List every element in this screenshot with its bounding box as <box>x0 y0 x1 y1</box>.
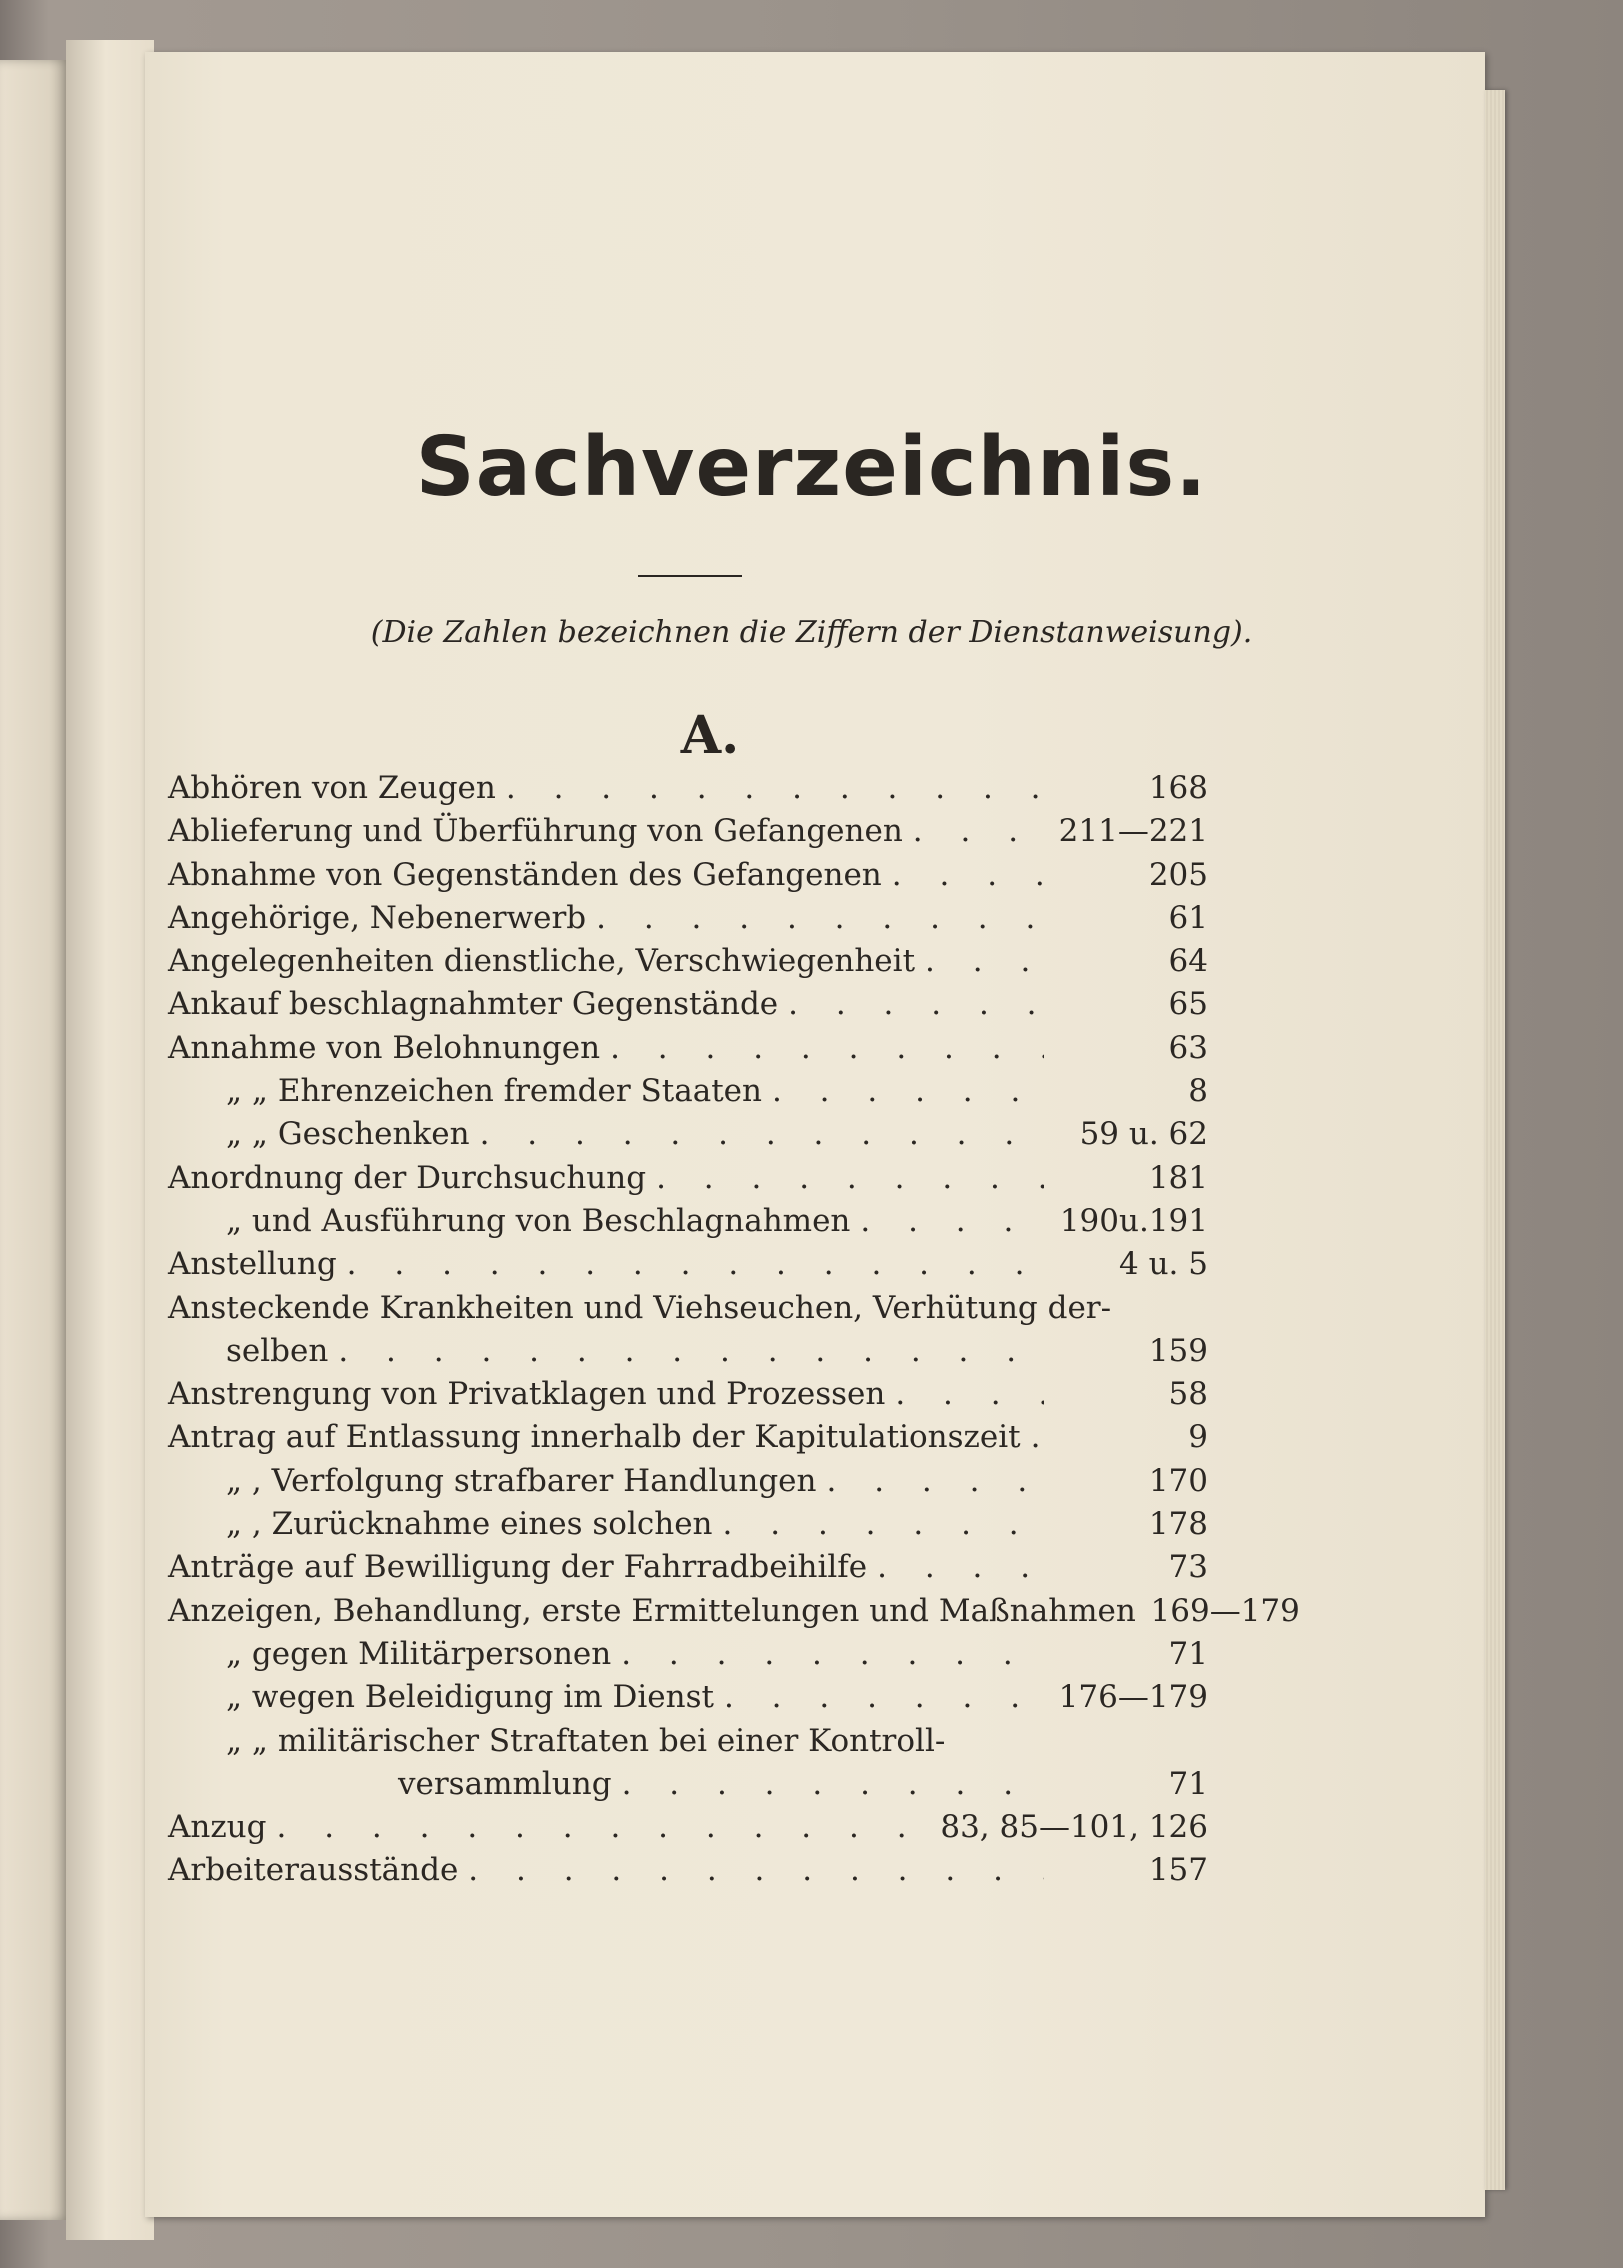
index-entry <box>168 943 1208 986</box>
entry-term: Abnahme von Gegenständen des Gefangenen <box>168 856 882 893</box>
entry-number: 64 <box>1168 943 1208 980</box>
entry-number: 83, 85—101, 126 <box>940 1809 1208 1846</box>
entry-number: 8 <box>1188 1073 1208 1110</box>
entry-term: Abhören von Zeugen <box>168 770 496 806</box>
entry-term: „ , Verfolgung strafbarer Handlungen <box>226 1462 817 1499</box>
entry-term: „ wegen Beleidigung im Dienst <box>226 1679 714 1716</box>
entry-term: Anstrengung von Privatklagen und Prozessen <box>168 1376 886 1413</box>
entry-term: „ gegen Militärpersonen <box>226 1635 612 1672</box>
page-title: Sachverzeichnis. <box>415 420 1208 515</box>
entry-number: 178 <box>1148 1506 1208 1543</box>
entry-number: 181 <box>1148 1159 1208 1196</box>
section-letter: A. <box>680 705 740 766</box>
entry-term: „ „ militärischer Straftaten bei einer Kontroll- <box>226 1722 946 1759</box>
index-entry <box>168 1506 1208 1549</box>
entry-number: 205 <box>1148 856 1208 893</box>
entry-number: 58 <box>1168 1376 1208 1413</box>
page-subtitle: (Die Zahlen bezeichnen die Ziffern der Dienstanweisung). <box>370 615 1253 650</box>
entry-term: selben <box>226 1332 329 1369</box>
entry-number: 61 <box>1168 899 1208 936</box>
previous-page-edge <box>0 60 70 2220</box>
entry-term: Ablieferung und Überführung von Gefangenen <box>168 813 903 850</box>
entry-number: 71 <box>1168 1765 1208 1802</box>
index-entry <box>168 770 1208 813</box>
index-entry <box>168 1723 1208 1766</box>
index-entry <box>168 1679 1208 1722</box>
index-entry <box>168 1376 1208 1419</box>
entry-term: „ , Zurücknahme eines solchen <box>226 1506 713 1543</box>
entry-term: Anstellung <box>168 1246 337 1283</box>
entry-number: 176—179 <box>1058 1679 1208 1716</box>
index-entry <box>168 1246 1208 1289</box>
index-entry <box>168 1463 1208 1506</box>
entry-term: „ „ Geschenken <box>226 1116 470 1153</box>
index-entry <box>168 900 1208 943</box>
entry-term: „ „ Ehrenzeichen fremder Staaten <box>226 1073 762 1110</box>
entry-term: Anträge auf Bewilligung der Fahrradbeihilfe <box>168 1549 868 1586</box>
entry-term: Arbeiterausstände <box>168 1852 459 1889</box>
index-entry <box>168 986 1208 1029</box>
index-entry <box>168 1549 1208 1592</box>
entry-number: 170 <box>1148 1462 1208 1499</box>
entry-number: 73 <box>1168 1549 1208 1586</box>
index-entry <box>168 1592 1300 1636</box>
entry-number: 168 <box>1148 770 1208 806</box>
index-entry <box>168 857 1208 900</box>
page-stack-edge <box>1485 90 1505 2190</box>
entry-number: 169—179 <box>1150 1592 1300 1629</box>
entry-number: 65 <box>1168 986 1208 1023</box>
index-entry <box>168 1419 1208 1462</box>
book-gutter <box>66 40 154 2240</box>
index-entries <box>168 770 1300 1896</box>
entry-term: Angehörige, Nebenerwerb <box>168 899 587 936</box>
entry-term: Annahme von Belohnungen <box>168 1029 601 1066</box>
entry-term: Ankauf beschlagnahmter Gegenstände <box>168 986 779 1023</box>
index-entry <box>168 1116 1208 1159</box>
index-entry <box>168 1636 1208 1679</box>
entry-number: 159 <box>1148 1332 1208 1369</box>
index-entry <box>168 1333 1208 1376</box>
entry-term: Anordnung der Durchsuchung <box>168 1159 647 1196</box>
entry-number: 63 <box>1168 1029 1208 1066</box>
entry-number: 71 <box>1168 1635 1208 1672</box>
entry-number: 157 <box>1148 1852 1208 1889</box>
entry-term: Ansteckende Krankheiten und Viehseuchen, Verhütung der- <box>168 1289 1112 1326</box>
entry-number: 59 u. 62 <box>1079 1116 1208 1153</box>
index-entry <box>168 1852 1208 1895</box>
entry-number: 190u.191 <box>1059 1202 1208 1239</box>
entry-term: versammlung <box>398 1765 612 1802</box>
entry-term: Anzeigen, Behandlung, erste Ermittelungen und Maßnahmen <box>168 1592 1136 1629</box>
index-entry <box>168 1809 1208 1852</box>
index-entry <box>168 1290 1208 1333</box>
title-rule <box>638 575 742 577</box>
index-entry <box>168 1030 1208 1073</box>
index-entry <box>168 1766 1208 1809</box>
entry-term: „ und Ausführung von Beschlagnahmen <box>226 1202 851 1239</box>
index-entry <box>168 1160 1208 1203</box>
entry-term: Anzug <box>168 1809 267 1846</box>
index-entry <box>168 1203 1208 1246</box>
entry-number: 211—221 <box>1058 813 1208 850</box>
entry-number: 4 u. 5 <box>1119 1246 1208 1283</box>
entry-number: 9 <box>1188 1419 1208 1456</box>
entry-term: Angelegenheiten dienstliche, Verschwiegenheit <box>168 943 916 980</box>
entry-term: Antrag auf Entlassung innerhalb der Kapitulationszeit <box>168 1419 1021 1456</box>
index-entry <box>168 1073 1208 1116</box>
index-entry <box>168 813 1208 856</box>
